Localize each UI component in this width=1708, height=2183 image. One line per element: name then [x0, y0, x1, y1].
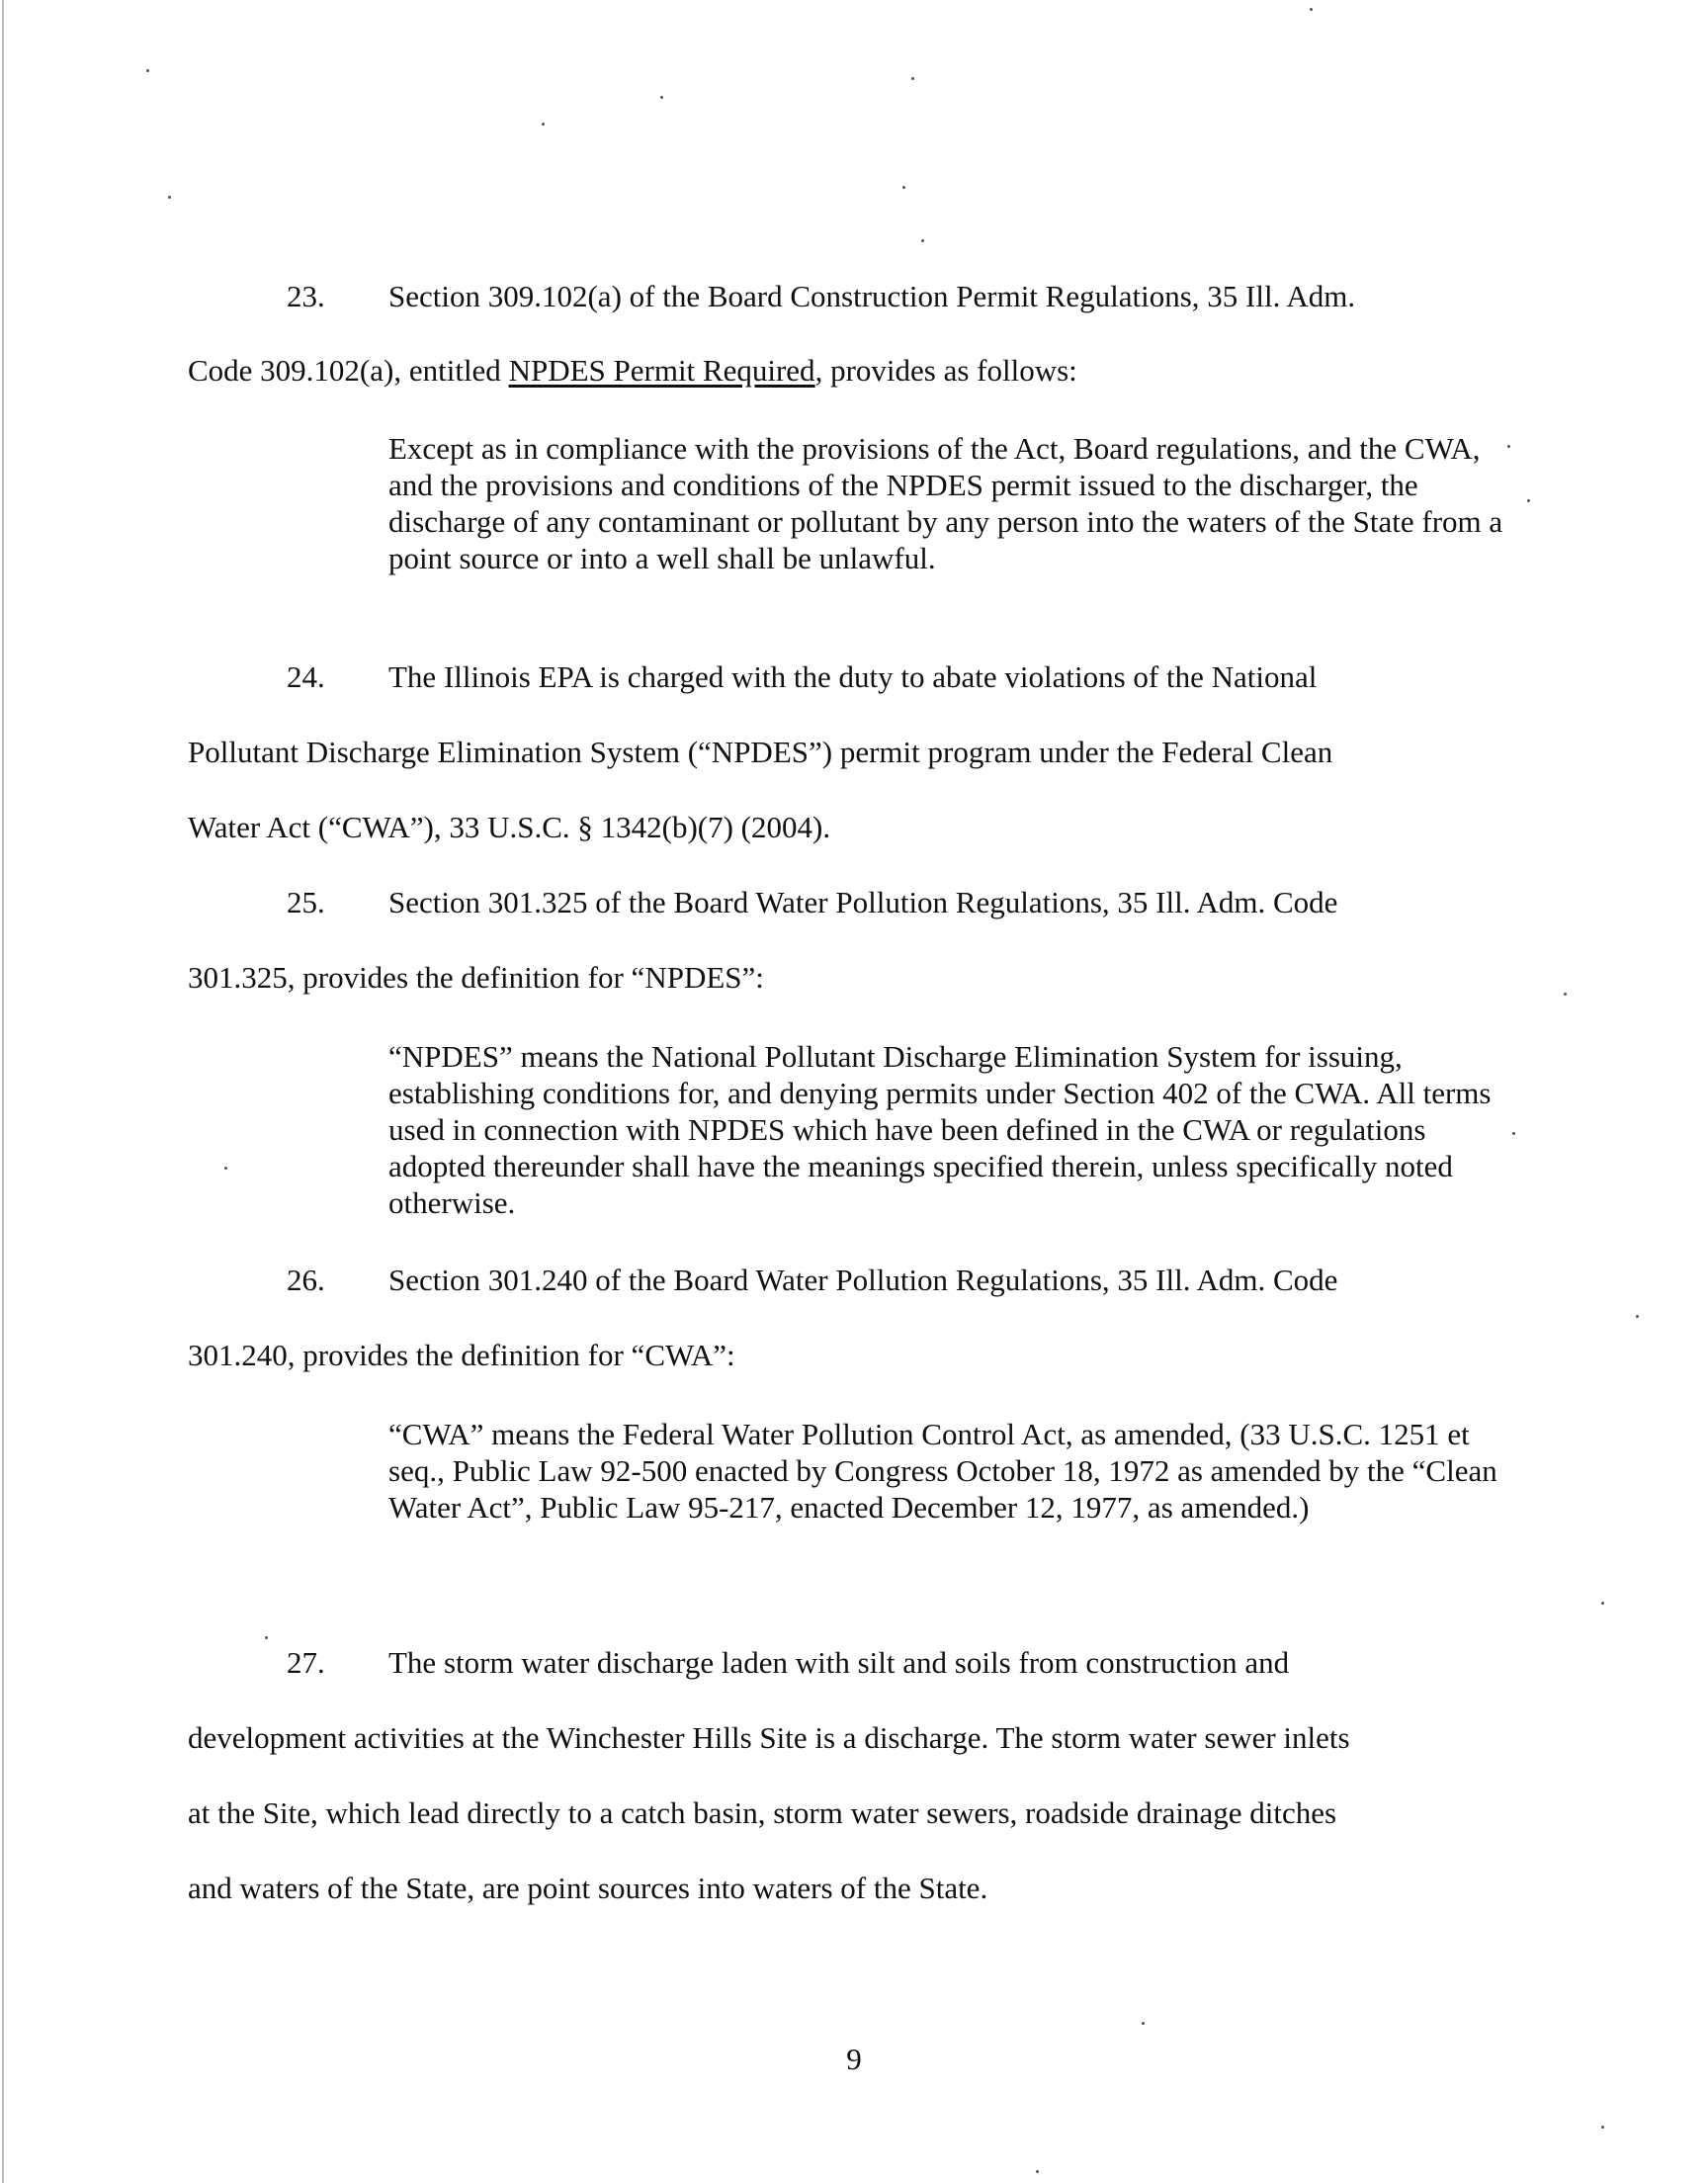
paragraph-26-line-1: Section 301.240 of the Board Water Pollution Regulations, 35 Ill. Adm. Code	[388, 1263, 1338, 1297]
paragraph-27-line-4: and waters of the State, are point sources into waters of the State.	[188, 1871, 988, 1905]
scan-speck	[902, 186, 905, 189]
scan-speck	[1601, 1602, 1604, 1605]
paragraph-25-line-1: Section 301.325 of the Board Water Pollution Regulations, 35 Ill. Adm. Code	[388, 885, 1338, 919]
scan-speck	[1564, 993, 1567, 996]
block-quote-text: “NPDES” means the National Pollutant Discharge Elimination System for issuing, establishing conditions for, and denying permits under Section 402 of the CWA. All terms used in connection with NPDES which have been defined in the CWA or regulations adopted thereunder shall have the meanings specified therein, unless specifically noted otherwise.	[388, 1039, 1492, 1220]
paragraph-24-number: 24.	[287, 659, 325, 694]
page-number: 9	[846, 2042, 862, 2076]
paragraph-25-line-2: 301.325, provides the definition for “NPDES”:	[188, 960, 764, 995]
scan-speck	[1142, 2022, 1145, 2025]
paragraph-24-line-1: The Illinois EPA is charged with the duty to abate violations of the National	[388, 659, 1318, 694]
paragraph-25-block-quote	[388, 1038, 1525, 1221]
scan-speck	[1636, 1315, 1639, 1318]
paragraph-26-block-quote	[388, 1416, 1525, 1526]
scan-edge-line	[2, 0, 4, 2183]
scan-speck	[168, 196, 171, 199]
scan-speck	[1310, 8, 1313, 11]
scan-speck	[911, 77, 914, 80]
paragraph-23-line-2-start: Code 309.102(a), entitled	[188, 353, 509, 388]
paragraph-24-line-2: Pollutant Discharge Elimination System (“NPDES”) permit program under the Federal Clean	[188, 735, 1333, 769]
paragraph-23-number: 23.	[287, 279, 325, 313]
scan-speck	[265, 1636, 268, 1639]
scan-speck	[1527, 499, 1530, 502]
paragraph-23-line-2	[188, 351, 1077, 391]
paragraph-27-number: 27.	[287, 1645, 325, 1680]
paragraph-27-line-3: at the Site, which lead directly to a catch basin, storm water sewers, roadside drainage ditches	[188, 1795, 1337, 1830]
npdes-permit-required-heading: NPDES Permit Required	[508, 353, 815, 388]
scan-speck	[146, 69, 149, 72]
paragraph-23-line-1: Section 309.102(a) of the Board Construction Permit Regulations, 35 Ill. Adm.	[388, 279, 1356, 313]
paragraph-27-line-2: development activities at the Winchester Hills Site is a discharge. The storm water sewer inlets	[188, 1720, 1350, 1755]
paragraph-24-line-3: Water Act (“CWA”), 33 U.S.C. § 1342(b)(7) (2004).	[188, 810, 831, 844]
paragraph-23-block-quote	[388, 430, 1525, 576]
scan-speck	[660, 96, 663, 99]
scan-speck	[1036, 2170, 1039, 2173]
paragraph-26-line-2: 301.240, provides the definition for “CWA”:	[188, 1338, 735, 1372]
scan-speck	[1601, 2126, 1604, 2129]
paragraph-27-line-1: The storm water discharge laden with silt and soils from construction and	[388, 1645, 1290, 1680]
paragraph-26-number: 26.	[287, 1263, 325, 1297]
block-quote-text: “CWA” means the Federal Water Pollution Control Act, as amended, (33 U.S.C. 1251 et seq., Public Law 92-500 enacted by Congress October 18, 1972 as amended by the “Clean Water Act”, Public Law 95-217, enacted December 12, 1977, as amended.)	[388, 1417, 1497, 1525]
paragraph-25-number: 25.	[287, 885, 325, 919]
scan-speck	[921, 239, 924, 242]
scan-speck	[224, 1167, 227, 1170]
paragraph-23-line-2-end: , provides as follows:	[814, 353, 1077, 388]
scan-speck	[542, 123, 545, 126]
block-quote-text: Except as in compliance with the provisions of the Act, Board regulations, and the CWA, and the provisions and conditions of the NPDES permit issued to the discharger, the discharge of any contaminant or pollutant by any person into the waters of the State from a point source or into a well shall be unlawful.	[388, 431, 1503, 575]
